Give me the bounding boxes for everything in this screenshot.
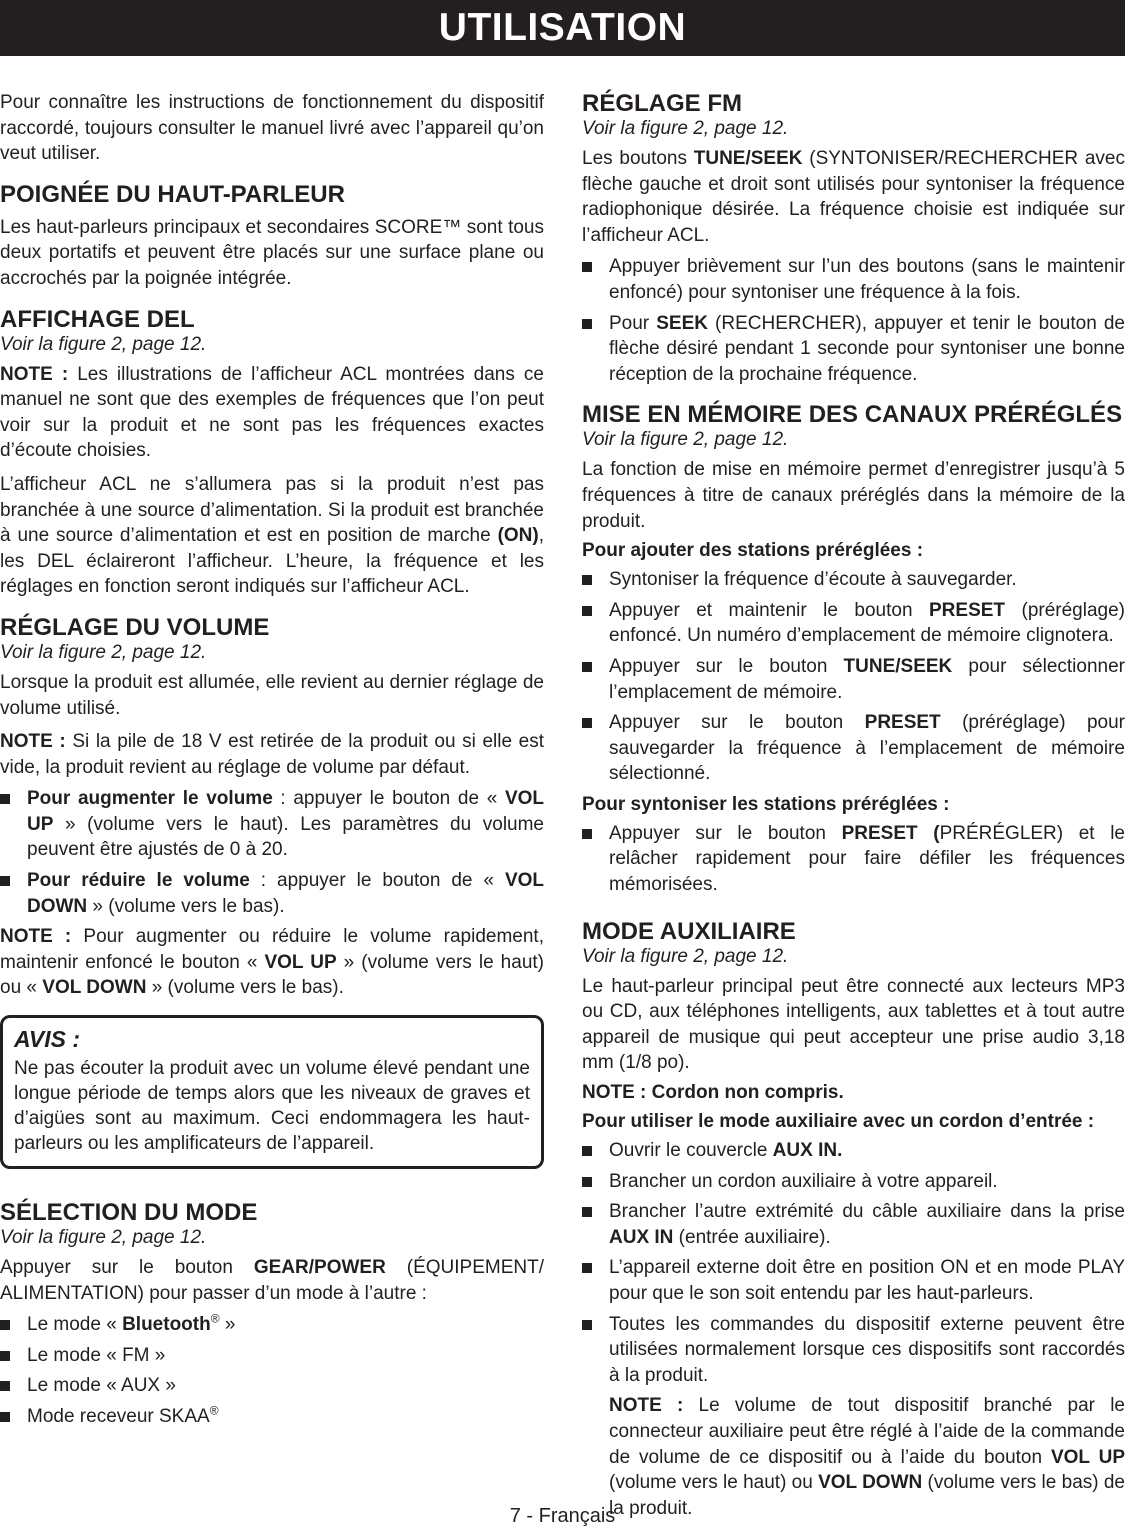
text: (ÉQUIPEMENT/ ALIMENTATION) pour passer d’un mode à l’autre : (0, 1257, 544, 1304)
warning-box (0, 1015, 544, 1169)
key-label: VOL UP (27, 788, 544, 835)
list-item (582, 1169, 1125, 1195)
text: » (volume vers le bas). (87, 895, 285, 917)
key-label: (ON) (497, 525, 539, 547)
text: pour sélectionner l’emplacement de mémoire. (609, 655, 1125, 703)
note-line: NOTE : Cordon non compris. (582, 1082, 844, 1104)
text: Pour augmenter ou réduire le volume rapidement, maintenir enfoncé le bouton « (0, 926, 544, 973)
paragraph (0, 472, 544, 600)
right-column (582, 90, 1125, 1526)
key-label: VOL DOWN (27, 870, 544, 917)
square-bullet-icon (0, 1320, 10, 1330)
text: (entrée auxiliaire). (673, 1226, 831, 1248)
warning-title: AVIS : (14, 1026, 81, 1053)
bullet-list (0, 786, 544, 919)
text: Appuyer sur le bouton (0, 1257, 254, 1279)
text: , les DEL éclaireront l’afficheur. L’heure, la fréquence et les réglages en fonction seront indiqués sur l’afficheur ACL. (0, 525, 544, 598)
section-title: MODE AUXILIAIRE (582, 917, 796, 945)
square-bullet-icon (582, 718, 592, 728)
section-title: RÉGLAGE FM (582, 90, 742, 117)
key-label: GEAR/POWER (253, 1257, 386, 1279)
subheading: Pour ajouter des stations préréglées : (582, 540, 924, 562)
registered-mark: ® (210, 1311, 220, 1326)
bullet-list (582, 821, 1125, 898)
text: (préréglage) enfoncé. Un numéro d’emplacement de mémoire clignotera. (609, 599, 1125, 647)
square-bullet-icon (0, 1381, 10, 1391)
text: Le mode « FM » (27, 1344, 166, 1366)
text: Appuyer et maintenir le bouton (609, 599, 929, 621)
section-title: MISE EN MÉMOIRE DES CANAUX PRÉRÉGLÉS (582, 401, 1123, 429)
text: Les boutons (582, 148, 694, 169)
text: » (219, 1314, 236, 1336)
text: Appuyer brièvement sur l’un des boutons (sans le maintenir enfoncé) pour syntoniser une fréquence à la fois. (609, 256, 1125, 303)
text: PRÉRÉGLER) et le relâcher rapidement pour faire défiler les fréquences mémorisées. (609, 822, 1125, 896)
square-bullet-icon (582, 575, 592, 585)
note-paragraph (0, 729, 544, 780)
note-label: NOTE : (0, 363, 69, 385)
paragraph (582, 146, 1125, 248)
key-label: PRESET (929, 599, 1006, 621)
paragraph: Lorsque la produit est allumée, elle revient au dernier réglage de volume utilisé. (0, 671, 544, 719)
text: Appuyer sur le bouton (609, 655, 844, 677)
key-label: VOL UP (264, 951, 337, 973)
bullet-list (582, 254, 1125, 387)
text: Le mode « AUX » (27, 1375, 176, 1397)
list-item (0, 1312, 544, 1338)
section-poignee (0, 181, 544, 292)
list-item (582, 654, 1125, 705)
list-item (582, 821, 1125, 898)
text: (SYNTONISER/RECHERCHER avec flèche gauche et droit sont utilisés pour syntoniser la fréquence radiophonique désirée. La fréquence choisie est indiquée sur l’afficheur ACL. (582, 148, 1125, 246)
note-paragraph (0, 924, 544, 1001)
section-mode (0, 1199, 544, 1430)
list-item (582, 710, 1125, 787)
text: Toutes les commandes du dispositif externe peuvent être utilisées normalement lorsque ces dispositifs sont raccordés à la produit. (609, 1313, 1125, 1386)
registered-mark: ® (209, 1403, 219, 1418)
text: » (volume vers le bas). (146, 977, 344, 999)
page-number: 7 - Français (509, 1505, 616, 1527)
list-item (0, 1343, 544, 1369)
list-item (0, 786, 544, 863)
section-title: AFFICHAGE DEL (0, 305, 195, 333)
warning-text: Ne pas écouter la produit avec un volume élevé pendant une longue période de temps alors que les niveaux de graves et d’aigües sont au maximum. Ceci endommagera les haut-parleurs ou les amplificateurs de l’appareil. (14, 1058, 530, 1155)
page-footer (0, 1504, 1125, 1528)
key-label: VOL DOWN (42, 977, 147, 999)
page-header-banner (0, 0, 1125, 56)
key-label: SEEK (656, 312, 708, 334)
section-title: RÉGLAGE DU VOLUME (0, 613, 270, 641)
square-bullet-icon (582, 1207, 592, 1217)
figure-reference: Voir la figure 2, page 12. (582, 429, 789, 451)
note-label: NOTE : (0, 926, 72, 948)
paragraph: Les haut-parleurs principaux et secondaires SCORE™ sont tous deux portatifs et peuvent être placés sur une surface plane ou accrochés par la poignée intégrée. (0, 216, 544, 289)
section-memoire (582, 401, 1125, 897)
square-bullet-icon (582, 1320, 592, 1330)
note-text: Les illustrations de l’afficheur ACL montrées dans ce manuel ne sont que des exemples de fréquences que l’on peut voir sur la produit et ne sont pas les fréquences exactes d’écoute choisies. (0, 363, 544, 462)
square-bullet-icon (0, 794, 10, 804)
text: » (volume vers le haut). Les paramètres du volume peuvent être ajustés de 0 à 20. (27, 813, 544, 861)
text: Brancher l’autre extrémité du câble auxiliaire dans la prise (609, 1201, 1125, 1223)
square-bullet-icon (582, 262, 592, 272)
figure-reference: Voir la figure 2, page 12. (0, 641, 207, 663)
square-bullet-icon (582, 1263, 592, 1273)
note-text: Si la pile de 18 V est retirée de la produit ou si elle est vide, la produit revient au réglage de volume par défaut. (0, 731, 545, 778)
note-label: NOTE : (0, 731, 66, 753)
key-label: AUX IN. (772, 1140, 843, 1162)
key-label: AUX IN (609, 1226, 674, 1248)
paragraph: La fonction de mise en mémoire permet d’enregistrer jusqu’à 5 fréquences à titre de canaux préréglés dans la mémoire de la produit. (582, 459, 1125, 532)
left-column (0, 90, 544, 1435)
text: Pour augmenter le volume (27, 788, 273, 810)
section-aux (582, 918, 1125, 1522)
list-item (582, 311, 1125, 388)
text: Brancher un cordon auxiliaire à votre appareil. (609, 1170, 998, 1192)
square-bullet-icon (0, 876, 10, 886)
note-paragraph (609, 1393, 1125, 1521)
list-item (582, 1199, 1125, 1250)
subheading: Pour syntoniser les stations préréglées : (582, 793, 950, 815)
text: (volume vers le haut) ou (609, 1472, 819, 1494)
text: (préréglage) pour sauvegarder la fréquence à l’emplacement de mémoire sélectionné. (609, 712, 1125, 785)
figure-reference: Voir la figure 2, page 12. (582, 118, 789, 139)
figure-reference: Voir la figure 2, page 12. (0, 1227, 207, 1249)
bullet-list (582, 567, 1125, 787)
square-bullet-icon (0, 1412, 10, 1422)
square-bullet-icon (582, 606, 592, 616)
text: Ouvrir le couvercle (609, 1140, 773, 1162)
figure-reference: Voir la figure 2, page 12. (0, 333, 207, 355)
list-item (582, 1255, 1125, 1306)
paragraph (0, 1255, 544, 1306)
section-title: POIGNÉE DU HAUT-PARLEUR (0, 180, 345, 208)
list-item (582, 598, 1125, 649)
text: » (volume vers le haut) ou « (0, 951, 544, 999)
square-bullet-icon (582, 319, 592, 329)
square-bullet-icon (582, 1177, 592, 1187)
text: Le mode « (27, 1314, 123, 1336)
text: Syntoniser la fréquence d’écoute à sauvegarder. (609, 569, 1017, 591)
bullet-list (582, 1138, 1125, 1521)
text: L’appareil externe doit être en position ON et en mode PLAY pour que le son soit entendu par les haut-parleurs. (609, 1257, 1125, 1304)
key-label: TUNE/SEEK (843, 655, 953, 677)
text: Pour réduire le volume (27, 870, 250, 892)
section-volume (0, 614, 544, 1001)
text: Mode receveur SKAA (27, 1406, 210, 1427)
text: Le volume de tout dispositif branché par le connecteur auxiliaire peut être réglé à l’aide de la commande de volume de ce dispositif ou à l’aide du bouton (609, 1395, 1125, 1468)
page-header-title: UTILISATION (438, 6, 687, 49)
section-fm (582, 90, 1125, 387)
figure-reference: Voir la figure 2, page 12. (582, 945, 789, 967)
list-item (0, 868, 544, 919)
bullet-list (0, 1312, 544, 1429)
list-item (582, 567, 1125, 593)
intro-paragraph: Pour connaître les instructions de fonctionnement du dispositif raccordé, toujours consulter le manuel livré avec l’appareil qu’on veut utiliser. (0, 92, 544, 165)
section-affichage (0, 306, 544, 600)
paragraph: Le haut-parleur principal peut être connecté aux lecteurs MP3 ou CD, aux téléphones intelligents, aux tablettes et à tout autre appareil de musique qui peut accepteur une prise audio 3,18 mm (1/8 po). (582, 975, 1125, 1074)
square-bullet-icon (582, 662, 592, 672)
square-bullet-icon (582, 1146, 592, 1156)
square-bullet-icon (582, 829, 592, 839)
list-item (582, 254, 1125, 305)
list-item (582, 1138, 1125, 1164)
list-item (0, 1404, 544, 1430)
text: Appuyer sur le bouton (609, 712, 865, 734)
text: Bluetooth (122, 1314, 211, 1336)
note-paragraph (0, 362, 544, 464)
text: (RECHERCHER), appuyer et tenir le bouton de flèche désiré pendant 1 seconde pour syntoniser une bonne réception de la prochaine fréquence. (609, 312, 1125, 385)
text: (volume vers le bas) de la produit. (609, 1472, 1125, 1519)
key-label: VOL UP (1050, 1446, 1125, 1468)
key-label: PRESET ( (841, 822, 940, 844)
text: Pour (609, 312, 657, 334)
text: : appuyer le bouton de « (272, 788, 505, 810)
subheading: Pour utiliser le mode auxiliaire avec un cordon d’entrée : (582, 1111, 1095, 1133)
text: : appuyer le bouton de « (249, 870, 505, 892)
list-item (582, 1312, 1125, 1522)
list-item (0, 1373, 544, 1399)
text: L’afficheur ACL ne s’allumera pas si la produit n’est pas branchée à une source d’alimentation. Si la produit est branchée à une source d’alimentation et est en position de marche (0, 473, 544, 547)
note-label: NOTE : (609, 1395, 684, 1417)
square-bullet-icon (0, 1351, 10, 1361)
section-title: SÉLECTION DU MODE (0, 1199, 258, 1227)
key-label: VOL DOWN (818, 1472, 923, 1494)
key-label: TUNE/SEEK (693, 148, 803, 169)
key-label: PRESET (864, 712, 941, 734)
text: Appuyer sur le bouton (609, 822, 842, 844)
